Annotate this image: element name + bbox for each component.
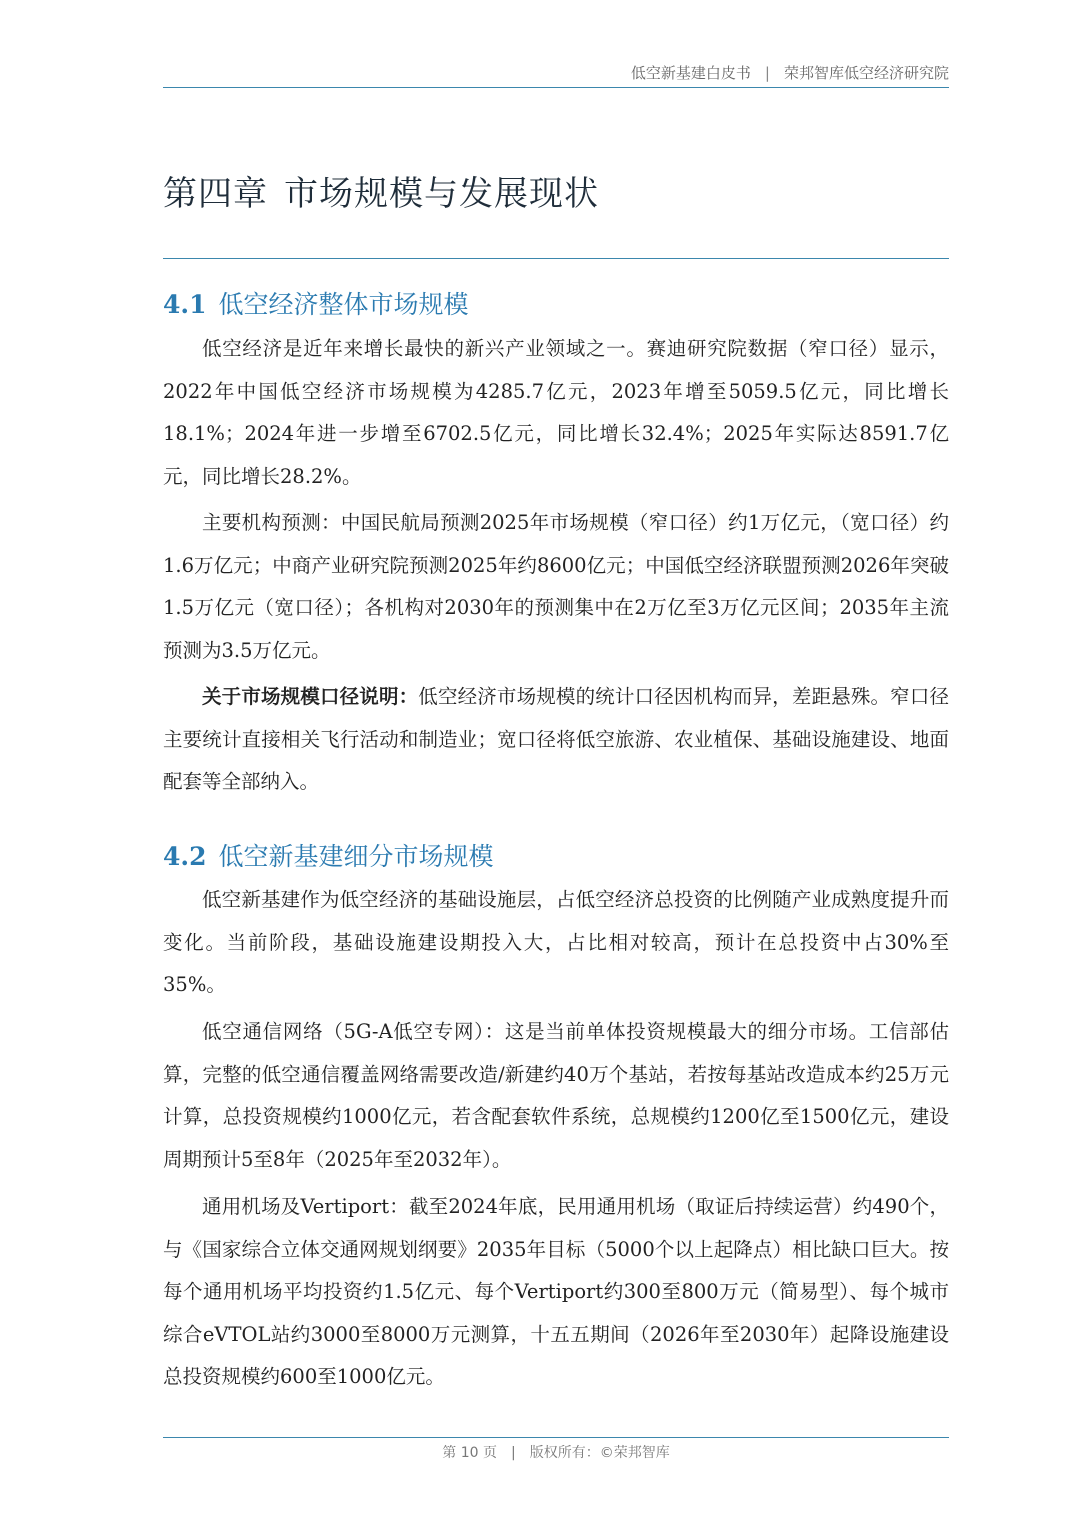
section-title: 低空经济整体市场规模 bbox=[218, 290, 469, 319]
chapter-number: 第四章 bbox=[163, 174, 268, 214]
page-number: 第 10 页 bbox=[442, 1445, 497, 1461]
paragraph: 低空经济是近年来增长最快的新兴产业领域之一。赛迪研究院数据（窄口径）显示，2022年中国低空经济市场规模为4285.7亿元，2023年增至5059.5亿元，同比增长18.1%；2024年进一步增至6702.5亿元，同比增长32.4%；2025年实际达8591.7亿元，同比增长28.2%。 bbox=[163, 337, 949, 488]
scope-note-paragraph bbox=[163, 676, 949, 804]
header-institute: 荣邦智库低空经济研究院 bbox=[783, 64, 949, 82]
header-doc-title: 低空新基建白皮书 bbox=[630, 64, 751, 82]
chapter-heading bbox=[163, 166, 599, 215]
page-footer bbox=[163, 1442, 949, 1462]
running-header bbox=[163, 62, 949, 83]
scope-note-label: 关于市场规模口径说明： bbox=[202, 685, 419, 708]
paragraph: 主要机构预测：中国民航局预测2025年市场规模（窄口径）约1万亿元，（宽口径）约1.6万亿元；中商产业研究院预测2025年约8600亿元；中国低空经济联盟预测2026年突破1.5万亿元（宽口径）；各机构对2030年的预测集中在2万亿至3万亿元区间；2035年主流预测为3.5万亿元。 bbox=[163, 511, 949, 662]
paragraph: 低空通信网络（5G-A低空专网）：这是当前单体投资规模最大的细分市场。工信部估算，完整的低空通信覆盖网络需要改造/新建约40万个基站，若按每基站改造成本约25万元计算，总投资规模约1000亿元，若含配套软件系统，总规模约1200亿至1500亿元，建设周期预计5至8年（2025年至2032年）。 bbox=[163, 1020, 949, 1171]
paragraph: 低空新基建作为低空经济的基础设施层，占低空经济总投资的比例随产业成熟度提升而变化。当前阶段，基础设施建设期投入大，占比相对较高，预计在总投资中占30%至35%。 bbox=[163, 888, 949, 996]
footer-rule bbox=[163, 1437, 949, 1438]
section-title: 低空新基建细分市场规模 bbox=[218, 842, 494, 871]
section-heading-4-2 bbox=[163, 837, 494, 873]
section-heading-4-1 bbox=[163, 285, 469, 321]
chapter-rule bbox=[163, 258, 949, 259]
section-number: 4.2 bbox=[163, 842, 207, 871]
section-number: 4.1 bbox=[163, 290, 207, 319]
chapter-title: 市场规模与发展现状 bbox=[284, 174, 599, 214]
paragraph: 通用机场及Vertiport：截至2024年底，民用通用机场（取证后持续运营）约490个，与《国家综合立体交通网规划纲要》2035年目标（5000个以上起降点）相比缺口巨大。按每个通用机场平均投资约1.5亿元、每个Vertiport约300至800万元（简易型）、每个城市综合eVTOL站约3000至8000万元测算，十五五期间（2026年至2030年）起降设施建设总投资规模约600至1000亿元。 bbox=[163, 1195, 949, 1388]
footer-separator: | bbox=[511, 1445, 516, 1461]
copyright-notice: 版权所有：©荣邦智库 bbox=[529, 1445, 670, 1461]
header-separator: | bbox=[764, 64, 770, 82]
header-rule bbox=[163, 87, 949, 88]
scope-note-text: 低空经济市场规模的统计口径因机构而异，差距悬殊。窄口径主要统计直接相关飞行活动和制造业；宽口径将低空旅游、农业植保、基础设施建设、地面配套等全部纳入。 bbox=[163, 685, 949, 793]
